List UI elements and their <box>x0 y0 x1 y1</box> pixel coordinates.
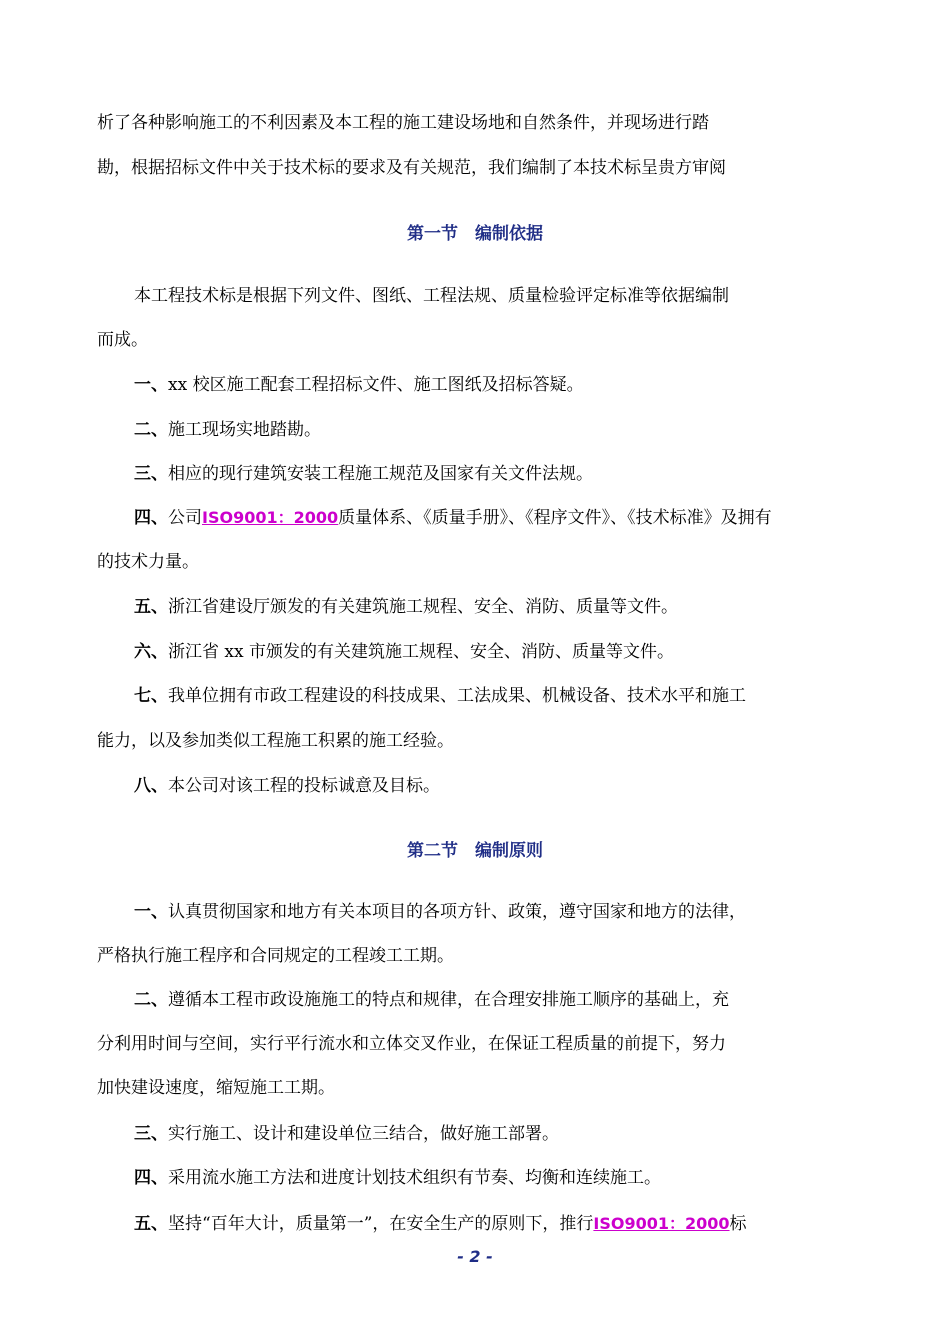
list-item <box>134 1122 797 1146</box>
item-text-pre: 坚持“百年大计，质量第一”，在安全生产的原则下，推行 <box>168 1214 594 1234</box>
item-number: 一、 <box>134 902 168 922</box>
list-item-continuation: 分利用时间与空间，实行平行流水和立体交叉作业，在保证工程质量的前提下，努力 <box>97 1034 726 1054</box>
section-1-title: 第一节 编制依据 <box>407 224 543 244</box>
page-number: - 2 - <box>457 1247 493 1266</box>
item-text: xx 校区施工配套工程招标文件、施工图纸及招标答疑。 <box>168 375 584 395</box>
item-text: 认真贯彻国家和地方有关本项目的各项方针、政策，遵守国家和地方的法律， <box>168 902 746 922</box>
list-item <box>134 988 797 1012</box>
item-text: 遵循本工程市政设施施工的特点和规律，在合理安排施工顺序的基础上，充 <box>168 990 729 1010</box>
item-number: 五、 <box>134 1214 168 1234</box>
item-number: 五、 <box>134 597 168 617</box>
list-item <box>134 506 797 530</box>
item-text: 浙江省 xx 市颁发的有关建筑施工规程、安全、消防、质量等文件。 <box>168 642 674 662</box>
intro-line-1: 析了各种影响施工的不利因素及本工程的施工建设场地和自然条件，并现场进行踏 <box>97 113 709 133</box>
iso-link[interactable]: ISO9001：2000 <box>202 508 339 527</box>
item-text: 我单位拥有市政工程建设的科技成果、工法成果、机械设备、技术水平和施工 <box>168 686 746 706</box>
item-text: 浙江省建设厅颁发的有关建筑施工规程、安全、消防、质量等文件。 <box>168 597 678 617</box>
list-item <box>134 595 797 619</box>
list-item <box>134 1166 797 1190</box>
item-number: 二、 <box>134 990 168 1010</box>
list-item <box>134 684 797 708</box>
item-number: 四、 <box>134 508 168 528</box>
list-item <box>134 418 797 442</box>
item-number: 三、 <box>134 1124 168 1144</box>
item-number: 六、 <box>134 642 168 662</box>
list-item-continuation: 加快建设速度，缩短施工工期。 <box>97 1078 335 1098</box>
item-number: 二、 <box>134 420 168 440</box>
item-text: 施工现场实地踏勘。 <box>168 420 321 440</box>
section-2-title: 第二节 编制原则 <box>407 841 543 861</box>
item-number: 七、 <box>134 686 168 706</box>
item-text: 本公司对该工程的投标诚意及目标。 <box>168 776 440 796</box>
intro-line-2: 勘，根据招标文件中关于技术标的要求及有关规范，我们编制了本技术标呈贵方审阅 <box>97 158 726 178</box>
list-item-continuation: 严格执行施工程序和合同规定的工程竣工工期。 <box>97 946 454 966</box>
list-item <box>134 640 797 664</box>
item-text: 实行施工、设计和建设单位三结合，做好施工部署。 <box>168 1124 559 1144</box>
list-item <box>134 1212 797 1236</box>
item-text-post: 质量体系、《质量手册》、《程序文件》、《技术标准》及拥有 <box>338 508 772 528</box>
list-item <box>134 373 797 397</box>
section-1-intro-line-2: 而成。 <box>97 330 148 350</box>
list-item-continuation: 的技术力量。 <box>97 552 199 572</box>
iso-link[interactable]: ISO9001：2000 <box>593 1214 730 1233</box>
item-text-pre: 公司 <box>168 508 202 528</box>
list-item <box>134 774 797 798</box>
item-text: 采用流水施工方法和进度计划技术组织有节奏、均衡和连续施工。 <box>168 1168 661 1188</box>
item-text-post: 标 <box>729 1214 747 1234</box>
list-item-continuation: 能力，以及参加类似工程施工积累的施工经验。 <box>97 731 454 751</box>
item-number: 三、 <box>134 464 168 484</box>
section-1-intro-line-1: 本工程技术标是根据下列文件、图纸、工程法规、质量检验评定标准等依据编制 <box>134 286 729 306</box>
item-text: 相应的现行建筑安装工程施工规范及国家有关文件法规。 <box>168 464 593 484</box>
list-item <box>134 462 797 486</box>
item-number: 四、 <box>134 1168 168 1188</box>
item-number: 八、 <box>134 776 168 796</box>
item-number: 一、 <box>134 375 168 395</box>
list-item <box>134 900 797 924</box>
